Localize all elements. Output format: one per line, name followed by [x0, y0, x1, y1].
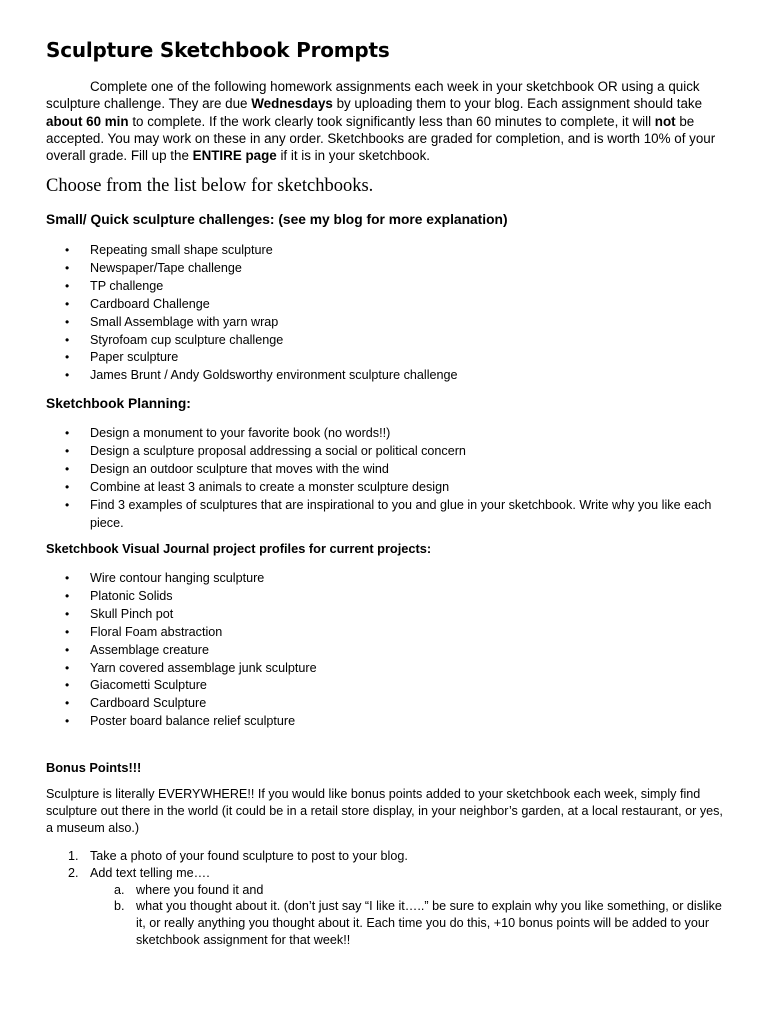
list-item — [46, 713, 726, 731]
list-item — [46, 443, 726, 461]
list-item-text: Newspaper/Tape challenge — [90, 260, 242, 275]
step-number: 2. — [68, 865, 79, 880]
bonus-steps-list — [46, 848, 726, 949]
bullet-icon: • — [65, 332, 70, 347]
list-item-text: Cardboard Challenge — [90, 296, 210, 311]
bullet-icon: • — [65, 624, 70, 639]
bullet-icon: • — [65, 314, 70, 329]
bullet-icon: • — [65, 278, 70, 293]
intro-bold-entire-page: ENTIRE page — [192, 148, 277, 164]
list-item-text: Skull Pinch pot — [90, 606, 174, 621]
choose-heading: Choose from the list below for sketchbooks. — [46, 176, 374, 196]
list-item — [46, 332, 726, 350]
bonus-step — [46, 865, 726, 949]
bonus-paragraph: Sculpture is literally EVERYWHERE!! If you would like bonus points added to your sketchbook each week, simply find sculpture out there in the world (it could be in a retail store display, in your neighbor’s garden, at a local restaurant, or yes, a museum also.) — [46, 787, 723, 836]
list-item — [46, 695, 726, 713]
intro-text-2: by uploading them to your blog. Each assignment should take — [332, 96, 703, 112]
intro-bold-not: not — [654, 113, 676, 129]
bullet-icon: • — [65, 350, 70, 365]
intro-bold-wednesdays: Wednesdays — [251, 96, 333, 112]
list-item — [46, 497, 726, 533]
list-item-text: Platonic Solids — [90, 588, 173, 603]
list-item — [46, 624, 726, 642]
list-item — [46, 606, 726, 624]
intro-text-1: Complete one of the following homework assignments each week in your sketchbook OR using a quick sculpture challenge. They are due — [46, 79, 700, 112]
bullet-icon: • — [65, 426, 70, 440]
bonus-substeps-list — [90, 882, 726, 949]
list-item-text: TP challenge — [90, 278, 164, 293]
bullet-icon: • — [65, 660, 70, 675]
planning-list — [46, 425, 726, 532]
list-item-text: Assemblage creature — [90, 642, 210, 657]
bonus-substep — [90, 882, 726, 899]
list-item — [46, 570, 726, 588]
journal-list — [46, 570, 726, 731]
list-item-text: Paper sculpture — [90, 350, 179, 365]
journal-heading: Sketchbook Visual Journal project profiles for current projects: — [46, 541, 432, 556]
intro-text-5: if it is in your sketchbook. — [276, 148, 431, 164]
intro-bold-duration: about 60 min — [46, 113, 129, 129]
page-title: Sculpture Sketchbook Prompts — [46, 38, 390, 62]
substep-letter: a. — [114, 882, 125, 897]
step-text: Take a photo of your found sculpture to post to your blog. — [90, 849, 408, 863]
bonus-substep — [90, 898, 726, 948]
bonus-heading: Bonus Points!!! — [46, 760, 142, 775]
quick-challenges-heading: Small/ Quick sculpture challenges: (see my blog for more explanation) — [46, 212, 508, 227]
bullet-icon: • — [65, 678, 70, 693]
bullet-icon: • — [65, 588, 70, 603]
substep-text: what you thought about it. (don’t just say “I like it…..” be sure to explain why you like something, or dislike it, or really anything you thought about it. Each time you do this, +10 bonus points will be added to your sketchbook assignment for that week!! — [136, 899, 722, 947]
bullet-icon: • — [65, 243, 70, 257]
list-item — [46, 296, 726, 314]
intro-text-4: be accepted. You may work on these in any order. Sketchbooks are graded for completion, and is worth 10% of your overall grade. Fill up the — [46, 113, 716, 164]
list-item — [46, 588, 726, 606]
list-item-text: Find 3 examples of sculptures that are inspirational to you and glue in your sketchbook. Write why you like each piece. — [90, 497, 712, 530]
substep-letter: b. — [114, 899, 125, 914]
list-item — [46, 278, 726, 296]
list-item — [46, 367, 726, 385]
bullet-icon: • — [65, 642, 70, 657]
list-item-text: Poster board balance relief sculpture — [90, 714, 296, 729]
list-item — [46, 660, 726, 678]
list-item — [46, 479, 726, 497]
list-item-text: Design a monument to your favorite book (no words!!) — [90, 426, 391, 440]
quick-challenges-list — [46, 242, 726, 385]
list-item — [46, 642, 726, 660]
bullet-icon: • — [65, 296, 70, 311]
substep-text: where you found it and — [136, 882, 264, 897]
bullet-icon: • — [65, 497, 70, 512]
list-item-text: Design a sculpture proposal addressing a social or political concern — [90, 443, 466, 458]
list-item — [46, 461, 726, 479]
list-item-text: Styrofoam cup sculpture challenge — [90, 332, 284, 347]
list-item — [46, 425, 726, 443]
list-item-text: Wire contour hanging sculpture — [90, 571, 265, 585]
list-item-text: Combine at least 3 animals to create a monster sculpture design — [90, 479, 450, 494]
list-item-text: Design an outdoor sculpture that moves with the wind — [90, 461, 389, 476]
list-item — [46, 349, 726, 367]
step-number: 1. — [68, 849, 79, 863]
planning-heading: Sketchbook Planning: — [46, 396, 191, 411]
list-item-text: Yarn covered assemblage junk sculpture — [90, 660, 317, 675]
bullet-icon: • — [65, 714, 70, 729]
list-item-text: Small Assemblage with yarn wrap — [90, 314, 279, 329]
list-item-text: Giacometti Sculpture — [90, 678, 207, 693]
list-item — [46, 677, 726, 695]
list-item-text: James Brunt / Andy Goldsworthy environment sculpture challenge — [90, 368, 458, 383]
list-item-text: Repeating small shape sculpture — [90, 243, 273, 257]
list-item — [46, 260, 726, 278]
list-item-text: Cardboard Sculpture — [90, 696, 207, 711]
bullet-icon: • — [65, 571, 70, 585]
bullet-icon: • — [65, 696, 70, 711]
list-item-text: Floral Foam abstraction — [90, 624, 223, 639]
intro-paragraph — [46, 78, 726, 164]
list-item — [46, 242, 726, 260]
bullet-icon: • — [65, 443, 70, 458]
bullet-icon: • — [65, 479, 70, 494]
step-text: Add text telling me…. — [90, 865, 210, 880]
intro-text-3: to complete. If the work clearly took significantly less than 60 minutes to complete, it will — [128, 113, 655, 129]
list-item — [46, 314, 726, 332]
bonus-step — [46, 848, 726, 865]
bullet-icon: • — [65, 368, 70, 383]
bullet-icon: • — [65, 461, 70, 476]
bullet-icon: • — [65, 606, 70, 621]
bullet-icon: • — [65, 260, 70, 275]
